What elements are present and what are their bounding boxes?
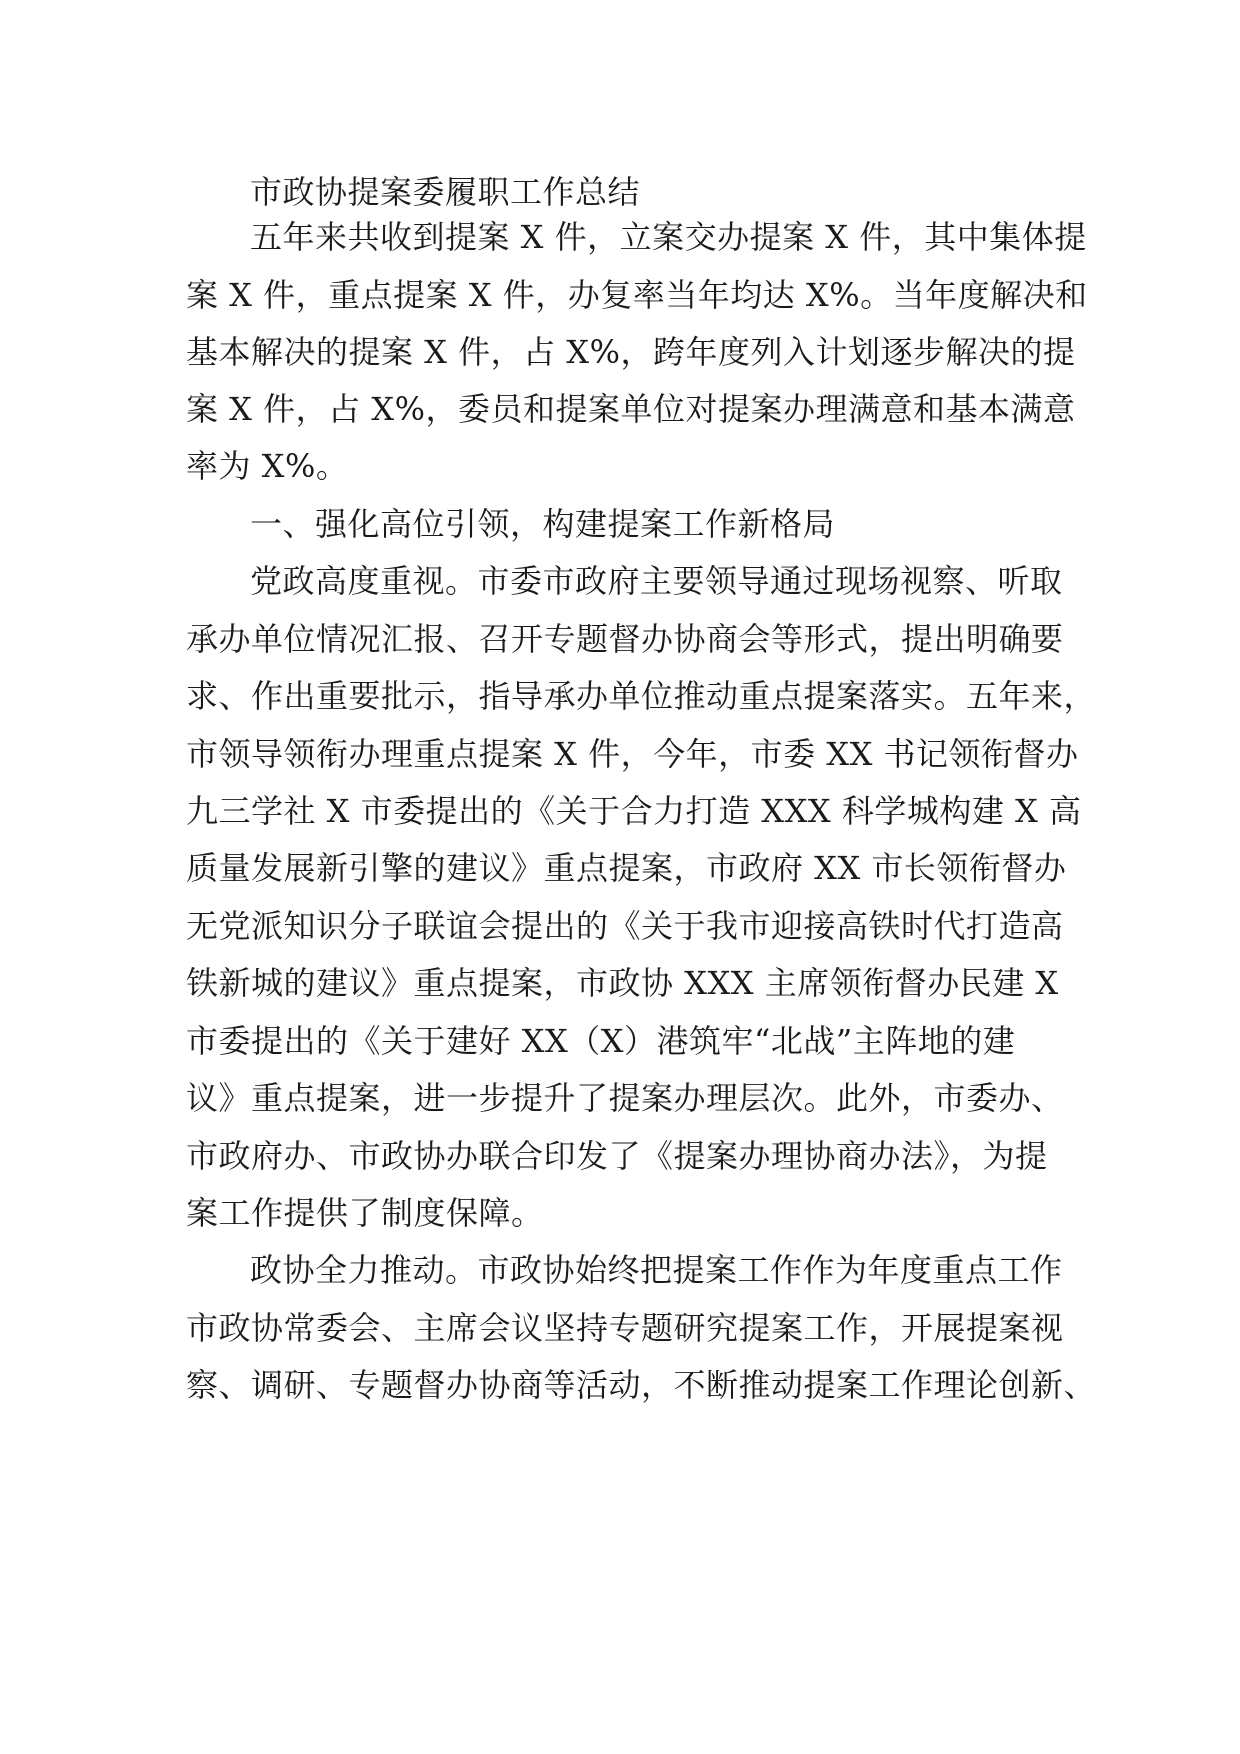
paragraph-line: 基本解决的提案 X 件，占 X%，跨年度列入计划逐步解决的提 — [186, 333, 1076, 371]
paragraph-line: 案 X 件，占 X%，委员和提案单位对提案办理满意和基本满意 — [186, 390, 1076, 428]
paragraph-line: 市政府办、市政协办联合印发了《提案办理协商办法》，为提 — [186, 1137, 1048, 1175]
document-title: 市政协提案委履职工作总结 — [250, 173, 641, 211]
section-heading: 一、强化高位引领，构建提案工作新格局 — [250, 505, 836, 543]
paragraph-line: 率为 X%。 — [186, 447, 349, 485]
paragraph-line: 质量发展新引擎的建议》重点提案，市政府 XX 市长领衔督办 — [186, 849, 1067, 887]
paragraph-line: 市领导领衔办理重点提案 X 件，今年，市委 XX 书记领衔督办 — [186, 735, 1079, 773]
paragraph-line: 市委提出的《关于建好 XX（X）港筑牢“北战”主阵地的建 — [186, 1022, 1016, 1060]
paragraph-line: 政协全力推动。市政协始终把提案工作作为年度重点工作 — [250, 1251, 1063, 1289]
paragraph-line: 铁新城的建议》重点提案，市政协 XXX 主席领衔督办民建 X — [186, 964, 1059, 1002]
paragraph-line: 求、作出重要批示，指导承办单位推动重点提案落实。五年来， — [186, 677, 1097, 715]
paragraph-line: 无党派知识分子联谊会提出的《关于我市迎接高铁时代打造高 — [186, 907, 1064, 945]
paragraph-line: 案工作提供了制度保障。 — [186, 1194, 544, 1232]
paragraph-line: 承办单位情况汇报、召开专题督办协商会等形式，提出明确要 — [186, 620, 1064, 658]
paragraph-line: 案 X 件，重点提案 X 件，办复率当年均达 X%。当年度解决和 — [186, 276, 1088, 314]
paragraph-line: 市政协常委会、主席会议坚持专题研究提案工作，开展提案视 — [186, 1309, 1064, 1347]
paragraph-line: 议》重点提案，进一步提升了提案办理层次。此外，市委办、 — [186, 1079, 1064, 1117]
paragraph-line: 五年来共收到提案 X 件，立案交办提案 X 件，其中集体提 — [250, 218, 1087, 256]
paragraph-line: 察、调研、专题督办协商等活动，不断推动提案工作理论创新、 — [186, 1366, 1097, 1404]
paragraph-line: 党政高度重视。市委市政府主要领导通过现场视察、听取 — [250, 562, 1063, 600]
paragraph-line: 九三学社 X 市委提出的《关于合力打造 XXX 科学城构建 X 高 — [186, 792, 1082, 830]
